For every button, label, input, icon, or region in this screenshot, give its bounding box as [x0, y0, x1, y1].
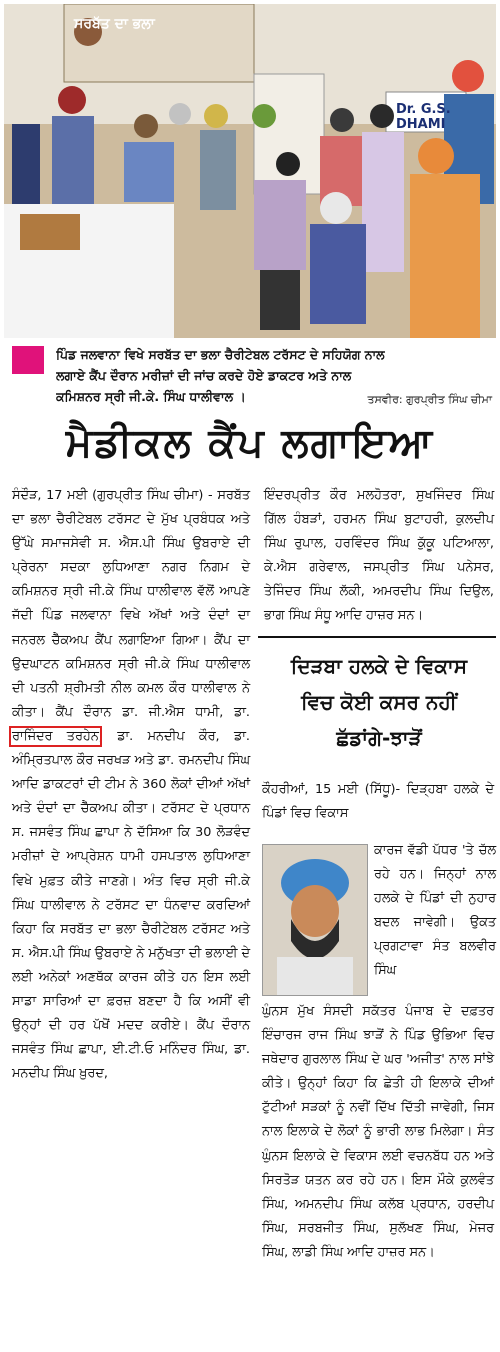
doctor-signboard: Dr. G.S. DHAMI — [396, 102, 451, 132]
article-2-headline-line-3: ਛੱਡਾਂਗੇ-ਝਾੜੋਂ — [336, 726, 422, 750]
article-2-body-text: ਘੁੰਨਸ ਮੁੱਖ ਸੰਸਦੀ ਸਕੱਤਰ ਪੰਜਾਬ ਦੇ ਦਫ਼ਤਰ ਇੰਚਾਰਜ ਰਾਜ ਸਿੰਘ ਝਾੜੋਂ ਨੇ ਪਿੰਡ ਉਭਿਆ ਵਿਚ ਜਥੇਦਾਰ ਗੁਰਲਾਲ ਸਿੰਘ ਦੇ ਘਰ 'ਅਜੀਤ' ਨਾਲ ਸਾਂਝੇ ਕੀਤੇ। ਉਨ੍ਹਾਂ ਕਿਹਾ ਕਿ ਛੇਤੀ ਹੀ ਇਲਾਕੇ ਦੀਆਂ ਟੁੱਟੀਆਂ ਸੜਕਾਂ ਨੂੰ ਨਵੀਂ ਦਿੱਖ ਦਿੱਤੀ ਜਾਵੇਗੀ, ਜਿਸ ਨਾਲ ਇਲਾਕੇ ਦੇ ਲੋਕਾਂ ਨੂੰ ਭਾਰੀ ਲਾਭ ਮਿਲੇਗਾ। ਸੰਤ ਘੁੰਨਸ ਇਲਾਕੇ ਦੇ ਵਿਕਾਸ ਲਈ ਵਚਨਬੱਧ ਹਨ ਅਤੇ ਸਿਰਤੋੜ ਯਤਨ ਕਰ ਰਹੇ ਹਨ। ਇਸ ਮੌਕੇ ਕੁਲਵੰਤ ਸਿੰਘ, ਅਮਨਦੀਪ ਸਿੰਘ ਕਲੱਬ ਪ੍ਰਧਾਨ, ਹਰਦੀਪ ਸਿੰਘ, ਸਰਬਜੀਤ ਸਿੰਘ, ਸੁਲੱਖਣ ਸਿੰਘ, ਮੇਜਰ ਸਿੰਘ, ਲਾਡੀ ਸਿੰਘ ਆਦਿ ਹਾਜ਼ਰ ਸਨ। — [262, 1004, 494, 1260]
caption-line-2: ਲਗਾਏ ਕੈਂਪ ਦੌਰਾਨ ਮਰੀਜ਼ਾਂ ਦੀ ਜਾਂਚ ਕਰਦੇ ਹੋਏ ਡਾਕਟਰ ਅਤੇ ਨਾਲ — [56, 368, 352, 383]
main-headline: ਮੈਡੀਕਲ ਕੈਂਪ ਲਗਾਇਆ — [65, 420, 435, 466]
article-2-headline — [262, 648, 496, 756]
caption-line-1: ਪਿੰਡ ਜਲਵਾਨਾ ਵਿਖੇ ਸਰਬੱਤ ਦਾ ਭਲਾ ਚੈਰੀਟੇਬਲ ਟਰੱਸਟ ਦੇ ਸਹਿਯੋਗ ਨਾਲ — [56, 347, 385, 362]
caption-marker — [12, 346, 44, 374]
banner-title: ਸਰਬੱਤ ਦਾ ਭਲਾ — [74, 16, 155, 32]
article-2-beside-photo — [374, 826, 496, 996]
section-divider — [258, 636, 496, 638]
highlighted-name: ਰਾਜਿੰਦਰ ਤਰਹੇਨ — [12, 728, 99, 744]
portrait-photo — [262, 844, 368, 996]
event-photo-illustration — [4, 4, 496, 338]
article-2-body — [262, 1000, 494, 1265]
article-1-continued — [264, 484, 494, 629]
article-1-part-2: , ਡਾ. ਮਨਦੀਪ ਕੌਰ, ਡਾ. ਅੰਮ੍ਰਿਤਪਾਲ ਕੌਰ ਜਰਖੜ ਅਤੇ ਡਾ. ਰਮਨਦੀਪ ਸਿੰਘ ਆਦਿ ਡਾਕਟਰਾਂ ਦੀ ਟੀਮ ਨੇ 360 ਲੋਕਾਂ ਦੀਆਂ ਅੱਖਾਂ ਅਤੇ ਦੰਦਾਂ ਦਾ ਚੈੱਕਅਪ ਕੀਤਾ। ਟਰੱਸਟ ਦੇ ਪ੍ਰਧਾਨ ਸ. ਜਸਵੰਤ ਸਿੰਘ ਛਾਪਾ ਨੇ ਦੱਸਿਆ ਕਿ 30 ਲੋੜਵੰਦ ਮਰੀਜ਼ਾਂ ਦੇ ਆਪ੍ਰੇਸ਼ਨ ਧਾਮੀ ਹਸਪਤਾਲ ਲੁਧਿਆਣਾ ਵਿਖੇ ਮੁਫ਼ਤ ਕੀਤੇ ਜਾਣਗੇ। ਅੰਤ ਵਿਚ ਸ੍ਰੀ ਜੀ.ਕੇ ਸਿੰਘ ਧਾਲੀਵਾਲ ਨੇ ਟਰੱਸਟ ਦਾ ਧੰਨਵਾਦ ਕਰਦਿਆਂ ਕਿਹਾ ਕਿ ਸਰਬੱਤ ਦਾ ਭਲਾ ਚੈਰੀਟੇਬਲ ਟਰੱਸਟ ਅਤੇ ਸ. ਐਸ.ਪੀ ਸਿੰਘ ਉਬਰਾਏ ਨੇ ਮਨੁੱਖਤਾ ਦੀ ਭਲਾਈ ਦੇ ਲਈ ਅਨੇਕਾਂ ਅਣਥੱਕ ਕਾਰਜ ਕੀਤੇ ਹਨ ਇਸ ਲਈ ਸਾਡਾ ਸਾਰਿਆਂ ਦਾ ਫ਼ਰਜ਼ ਬਣਦਾ ਹੈ ਕਿ ਅਸੀਂ ਵੀ ਉਨ੍ਹਾਂ ਦੀ ਹਰ ਪੱਖੋਂ ਮਦਦ ਕਰੀਏ। ਕੈਂਪ ਦੌਰਾਨ ਜਸਵੰਤ ਸਿੰਘ ਛਾਪਾ, ਈ.ਟੀ.ਓ ਮਨਿੰਦਰ ਸਿੰਘ, ਡਾ. ਮਨਦੀਪ ਸਿੰਘ ਖ਼ੁਰਦ, — [12, 728, 251, 1082]
article-2-dateline — [262, 778, 494, 826]
article-2-headline-line-2: ਵਿਚ ਕੋਈ ਕਸਰ ਨਹੀਂ — [301, 690, 457, 714]
article-2-dateline-text: ਕੌਹਰੀਆਂ, 15 ਮਈ (ਸਿੱਧੂ)- ਦਿੜ੍ਹਬਾ ਹਲਕੇ ਦੇ ਪਿੰਡਾਂ ਵਿਚ ਵਿਕਾਸ — [262, 782, 494, 822]
portrait-illustration — [263, 845, 367, 995]
photo-credit: ਤਸਵੀਰ: ਗੁਰਪ੍ਰੀਤ ਸਿੰਘ ਚੀਮਾ — [367, 393, 492, 406]
article-2-beside-photo-text: ਕਾਰਜ ਵੱਡੀ ਪੱਧਰ 'ਤੇ ਚੱਲ ਰਹੇ ਹਨ। ਜਿਨ੍ਹਾਂ ਨਾਲ ਹਲਕੇ ਦੇ ਪਿੰਡਾਂ ਦੀ ਨੁਹਾਰ ਬਦਲ ਜਾਵੇਗੀ। ਉਕਤ ਪ੍ਰਗਟਾਵਾ ਸੰਤ ਬਲਵੀਰ ਸਿੰਘ — [374, 842, 496, 979]
article-1-part-1: ਸੰਦੌੜ, 17 ਮਈ (ਗੁਰਪ੍ਰੀਤ ਸਿੰਘ ਚੀਮਾ) - ਸਰਬੱਤ ਦਾ ਭਲਾ ਚੈਰੀਟੇਬਲ ਟਰੱਸਟ ਦੇ ਮੁੱਖ ਪ੍ਰਬੰਧਕ ਅਤੇ ਉੱਘੇ ਸਮਾਜਸੇਵੀ ਸ. ਐਸ.ਪੀ ਸਿੰਘ ਉਬਰਾਏ ਦੀ ਪ੍ਰੇਰਨਾ ਸਦਕਾ ਲੁਧਿਆਣਾ ਨਗਰ ਨਿਗਮ ਦੇ ਕਮਿਸ਼ਨਰ ਸ੍ਰੀ ਜੀ.ਕੇ ਸਿੰਘ ਧਾਲੀਵਾਲ ਵੱਲੋਂ ਆਪਣੇ ਜੱਦੀ ਪਿੰਡ ਜਲਵਾਨਾ ਵਿਖੇ ਅੱਖਾਂ ਅਤੇ ਦੰਦਾਂ ਦਾ ਜਨਰਲ ਚੈੱਕਅਪ ਕੈਂਪ ਲਗਾਇਆ ਗਿਆ। ਕੈਂਪ ਦਾ ਉਦਘਾਟਨ ਕਮਿਸ਼ਨਰ ਸ੍ਰੀ ਜੀ.ਕੇ ਸਿੰਘ ਧਾਲੀਵਾਲ ਦੀ ਪਤਨੀ ਸ਼੍ਰੀਮਤੀ ਨੀਲ ਕਮਲ ਕੌਰ ਧਾਲੀਵਾਲ ਨੇ ਕੀਤਾ। ਕੈਂਪ ਦੌਰਾਨ ਡਾ. ਜੀ.ਐਸ ਧਾਮੀ, ਡਾ. — [12, 488, 250, 720]
article-1-body — [12, 484, 250, 1086]
article-1-text — [12, 484, 250, 1086]
event-photo — [4, 4, 496, 338]
caption-line-3: ਕਮਿਸ਼ਨਰ ਸ੍ਰੀ ਜੀ.ਕੇ. ਸਿੰਘ ਧਾਲੀਵਾਲ । — [56, 389, 246, 404]
article-1-continued-text: ਇੰਦਰਪ੍ਰੀਤ ਕੌਰ ਮਲਹੋਤਰਾ, ਸੁਖਜਿੰਦਰ ਸਿੰਘ ਗਿੱਲ ਹੰਬੜਾਂ, ਹਰਮਨ ਸਿੰਘ ਬੁਟਾਹਰੀ, ਕੁਲਦੀਪ ਸਿੰਘ ਰੁਪਾਲ, ਹਰਵਿੰਦਰ ਸਿੰਘ ਕੁੱਕੂ ਪਟਿਆਲਾ, ਕੇ.ਐਸ ਗਰੇਵਾਲ, ਜਸਪ੍ਰੀਤ ਸਿੰਘ ਪਨੇਸਰ, ਤੇਜਿੰਦਰ ਸਿੰਘ ਲੱਕੀ, ਅਮਰਦੀਪ ਸਿੰਘ ਦਿਉਲ, ਭਾਗ ਸਿੰਘ ਸੰਧੂ ਆਦਿ ਹਾਜ਼ਰ ਸਨ। — [264, 488, 494, 624]
article-2-headline-line-1: ਦਿੜਬਾ ਹਲਕੇ ਦੇ ਵਿਕਾਸ — [290, 654, 468, 678]
